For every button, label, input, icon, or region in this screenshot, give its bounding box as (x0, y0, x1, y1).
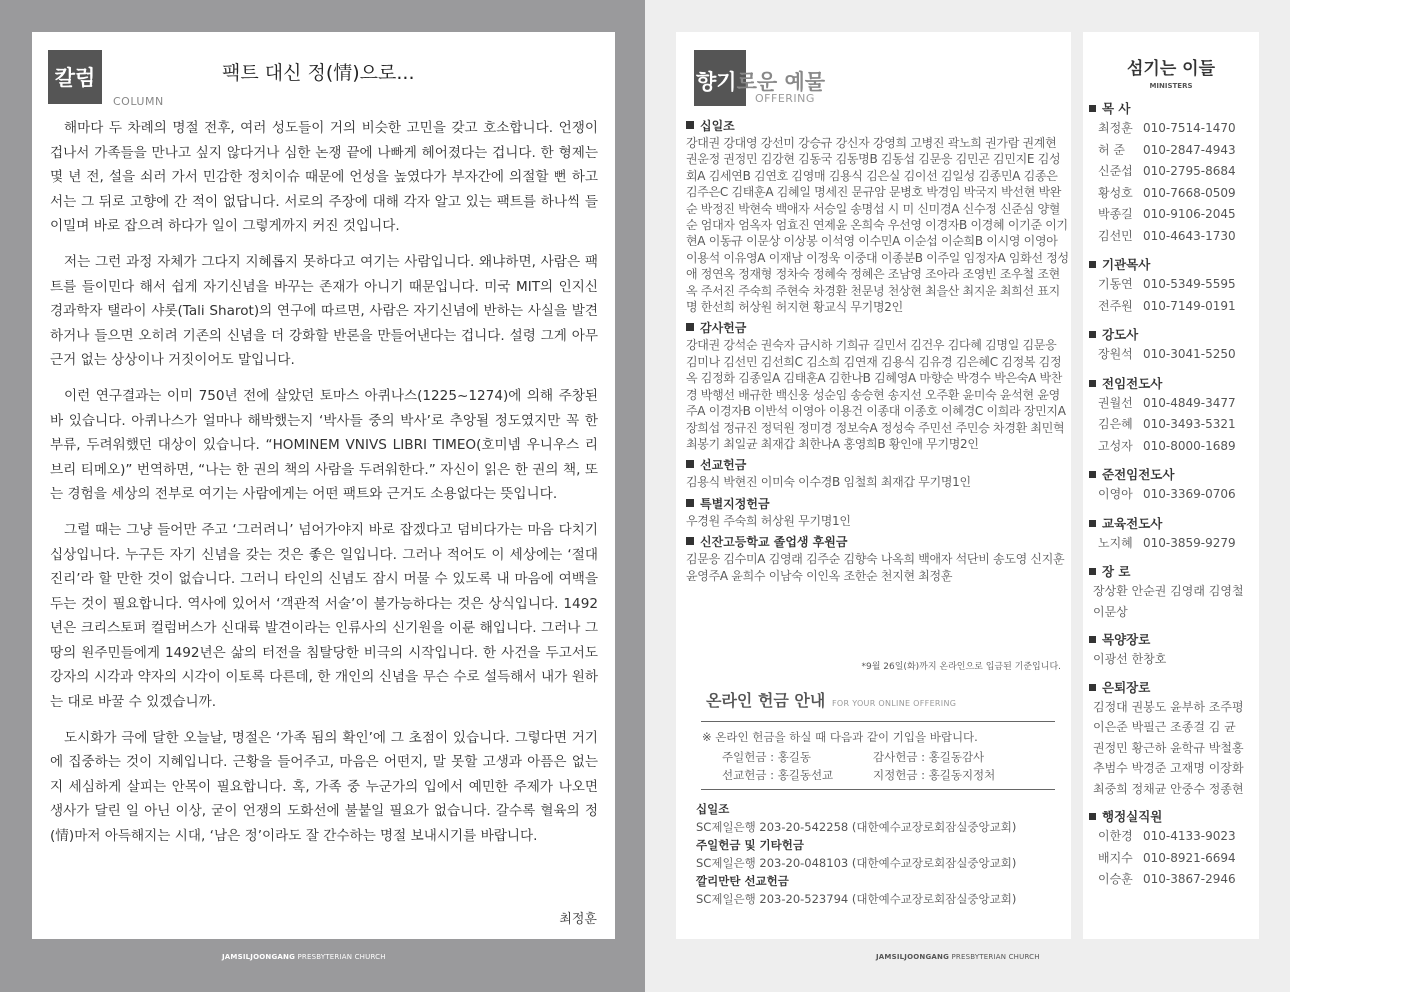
minister-name: 기동연 (1098, 277, 1133, 291)
offering-section (686, 534, 1071, 584)
column-paragraph: 도시화가 극에 달한 오늘날, 명절은 ‘가족 됨의 확인’에 그 초점이 있습니다. 그렇다면 거기에 집중하는 것이 지혜입니다. 근황을 들어주고, 마음은 어떤지, 말 못할 고생과 아픔은 없는지 세심하게 살피는 안목이 필요합니다. 혹, 가족 중 누군가의 입에서 예민한 주제가 나오면 생사가 달린 일 아닌 이상, 굳이 언쟁의 도화선에 불붙일 필요가 없습니다. 갈수록 혈육의 정(情)마저 아득해지는 시대, ‘남은 정’이라도 잘 간수하는 명절 보내시기를 바랍니다. (50, 729, 598, 845)
minister-phone: 010-3369-0706 (1143, 487, 1236, 501)
minister-phone: 010-4643-1730 (1143, 228, 1236, 243)
group-heading: 준전임전도사 (1102, 467, 1175, 482)
square-bullet-icon (1089, 380, 1096, 387)
minister-phone: 010-7668-0509 (1143, 185, 1236, 200)
account-heading: 주일헌금 및 기타헌금 (696, 838, 804, 852)
column-body (50, 116, 598, 860)
minister-row (1089, 140, 1259, 162)
guide-item: 선교헌금 : 홍길동선교 (722, 768, 834, 782)
divider (701, 789, 1055, 790)
column-paragraph: 이런 연구결과는 이미 750년 전에 살았던 토마스 아퀴나스(1225~1274)에 의해 주창된 바 있습니다. 아퀴나스가 얼마나 해박했는지 ‘박사들 중의 박사’로 추앙될 정도였지만 꼭 한 부류, 두려워했던 대상이 있습니다. “HOMINEM VNIVS LIBRI TIMEO(호미넴 우니우스 리브리 티메오)” 번역하면, “나는 한 권의 책의 사람을 두려워한다.” 자신이 읽은 한 권의 책, 또는 경험을 세상의 전부로 여기는 사람에게는 어떤 팩트와 근거도 소용없다는 뜻입니다. (50, 387, 598, 503)
account-line: SC제일은행 203-20-542258 (대한예수교장로회잠실중앙교회) (696, 820, 1017, 834)
offering-section (686, 118, 1071, 315)
square-bullet-icon (1089, 331, 1096, 338)
minister-group (1089, 100, 1259, 247)
online-offering-sub: FOR YOUR ONLINE OFFERING (832, 699, 957, 708)
offering-section (686, 457, 1071, 490)
minister-row (1089, 869, 1259, 891)
minister-phone: 010-8921-6694 (1143, 850, 1236, 865)
minister-phone: 010-3493-5321 (1143, 417, 1236, 431)
section-heading: 신잔고등학교 졸업생 후원금 (700, 535, 848, 550)
square-bullet-icon (686, 460, 694, 468)
minister-phone: 010-8000-1689 (1143, 438, 1236, 453)
square-bullet-icon (686, 323, 694, 331)
elder-names: 이문상 (1093, 604, 1128, 619)
account-heading: 깔리만탄 선교헌금 (696, 874, 789, 888)
column-paragraph: 해마다 두 차례의 명절 전후, 여러 성도들이 거의 비슷한 고민을 갖고 호소합니다. 언쟁이 겁나서 가족들을 만나고 싶지 않다거나 심한 논쟁 끝에 나빠게 헤어졌다는 겁니다. 한 형제는 몇 년 전, 설을 쇠러 가서 민감한 정치이슈 때문에 언성을 높였다가 부자간에 의절할 뻔 하고서는 그 뒤로 고향에 간 적이 없답니다. 서로의 주장에 대해 각자 알고 있는 팩트를 하나씩 들이밀며 바로 잡으려 하다가 일이 그렇게까지 커진 것입니다. (50, 120, 598, 235)
column-title: 팩트 대신 정(情)으로... (222, 62, 415, 84)
account-line: SC제일은행 203-20-048103 (대한예수교장로회잠실중앙교회) (696, 856, 1017, 870)
group-heading: 은퇴장로 (1102, 679, 1151, 695)
square-bullet-icon (686, 537, 694, 545)
group-heading: 강도사 (1102, 327, 1139, 342)
minister-phone: 010-7514-1470 (1143, 121, 1236, 135)
group-heading: 목양장로 (1102, 632, 1151, 647)
section-names: 강대권 강석순 권숙자 금시하 기희규 길민서 김건우 김다혜 김명일 김문응 김미나 김선민 김선희C 김소희 김연재 김용식 김유경 김은혜C 김정복 김정옥 김정화 김종일A 김태훈A 김한나B 김혜영A 마향순 박경수 박은숙A 박찬경 박행선 배규한 백신웅 성순임 송승현 송지선 오주환 윤미숙 윤석현 윤영주A 이경자B 이반석 이영아 이용건 이종대 이종호 이혜경C 이희라 장민지A 장희섭 정규진 정덕원 정미경 정보숙A 정성숙 주민선 주민승 차경환 최민혁 최봉기 최일균 최재갑 최한나A 홍영희B 황인애 무기명2인 (686, 338, 1066, 451)
section-heading: 특별지정헌금 (700, 496, 770, 511)
minister-phone: 010-4849-3477 (1143, 395, 1236, 410)
minister-name: 신준섭 (1098, 164, 1133, 178)
column-badge: 칼럼 (48, 50, 102, 104)
minister-name: 고성자 (1098, 438, 1133, 453)
minister-name: 장원석 (1098, 347, 1133, 361)
divider (701, 721, 1055, 722)
section-heading: 선교헌금 (700, 458, 747, 473)
minister-row (1089, 344, 1259, 366)
square-bullet-icon (1089, 471, 1096, 478)
bank-accounts (696, 800, 1016, 908)
elder-names: 장상환 안순권 김영래 김영철 (1093, 584, 1244, 598)
minister-group (1089, 679, 1259, 800)
minister-name: 김선민 (1098, 228, 1133, 243)
elder-names: 이은준 박필근 조종걸 김 균 (1093, 720, 1236, 734)
column-panel (32, 32, 615, 939)
square-bullet-icon (1089, 568, 1096, 575)
ministers-title: 섬기는 이들 (1126, 59, 1216, 79)
elder-names: 김정대 권봉도 윤부하 조주평 (1093, 699, 1244, 714)
footer-right: JAMSILJOONGANG PRESBYTERIAN CHURCH (876, 953, 1040, 961)
section-names: 우경원 주숙희 허상원 무기명1인 (686, 513, 851, 528)
minister-phone: 010-3041-5250 (1143, 347, 1236, 361)
minister-row (1089, 848, 1259, 870)
group-heading: 교육전도사 (1102, 515, 1163, 531)
footer-left: JAMSILJOONGANG PRESBYTERIAN CHURCH (222, 953, 386, 961)
section-heading: 감사헌금 (700, 321, 747, 336)
square-bullet-icon (1089, 636, 1096, 643)
minister-row (1089, 414, 1259, 436)
minister-name: 전주원 (1098, 298, 1133, 313)
group-heading: 전임전도사 (1102, 375, 1163, 391)
elder-names: 추범수 박경준 고재명 이장화 (1093, 761, 1244, 775)
minister-row (1089, 204, 1259, 226)
online-offering-title: 온라인 헌금 안내 (706, 691, 826, 710)
column-badge-sub: COLUMN (113, 95, 164, 108)
minister-name: 이영아 (1098, 487, 1133, 501)
square-bullet-icon (1089, 684, 1096, 691)
minister-name: 김은혜 (1098, 417, 1133, 431)
minister-phone: 010-2795-8684 (1143, 164, 1236, 178)
square-bullet-icon (686, 499, 694, 507)
minister-phone: 010-7149-0191 (1143, 298, 1236, 313)
column-paragraph: 그럴 때는 그냥 들어만 주고 ‘그러려니’ 넘어가야지 바로 잡겠다고 덤비다가는 마음 다치기 십상입니다. 누구든 자기 신념을 갖는 것은 좋은 일입니다. 그러나 적어도 이 세상에는 ‘절대진리’라 할 만한 것이 없습니다. 그러니 타인의 신념도 잠시 머물 수 있도록 내 마음에 여백을 두는 것이 필요합니다. 역사에 있어서 ‘객관적 서술’이 불가능하다는 것은 상식입니다. 1492년은 크리스토퍼 컬럼버스가 신대륙 발견이라는 인류사의 신기원을 이룬 해입니다. 그러나 그 땅의 원주민들에게 1492년은 삶의 터전을 침탈당한 비극의 시작입니다. 한 사건을 두고서도 강자의 시각과 약자의 시각이 이토록 다른데, 한 개인의 신념을 무슨 수로 설득해서 내가 원하는 대로 바꿀 수 있겠습니까. (50, 521, 598, 711)
square-bullet-icon (1089, 261, 1096, 268)
section-names: 김문응 김수미A 김영래 김주순 김향숙 나옥희 백애자 석단비 송도영 신지훈 윤영주A 윤희수 이남숙 이인옥 조한순 천지현 최정훈 (686, 552, 1065, 583)
minister-group (1089, 256, 1259, 317)
minister-phone: 010-5349-5595 (1143, 277, 1236, 291)
square-bullet-icon (686, 121, 694, 129)
column-paragraph: 저는 그런 과정 자체가 그다지 지혜롭지 못하다고 여기는 사람입니다. 왜냐하면, 사람은 팩트를 들이민다 해서 쉽게 자기신념을 바꾸는 존재가 아니기 때문입니다. 미국 MIT의 인지신경과학자 탤라이 샤롯(Tali Sharot)의 연구에 따르면, 사람은 자기신념에 반하는 사실을 발견하거나 들으면 오히려 기존의 신념을 더 강화할 반론을 만들어낸다는 겁니다. 설령 그게 아무 근거 없는 상상이나 거짓이어도 말입니다. (50, 253, 598, 369)
minister-row (1089, 826, 1259, 848)
minister-group (1089, 326, 1259, 366)
minister-phone: 010-2847-4943 (1143, 142, 1236, 157)
offering-section (686, 320, 1071, 452)
online-naming-guide (722, 748, 995, 784)
guide-item: 지정헌금 : 홍길동지정처 (873, 768, 996, 782)
online-notice: ※ 온라인 헌금을 하실 때 다음과 같이 기입을 바랍니다. (702, 730, 978, 744)
minister-name: 박종길 (1098, 207, 1133, 221)
guide-item: 주일헌금 : 홍길동 (722, 750, 811, 764)
ministers-sub: MINISTERS (1149, 82, 1193, 90)
minister-group (1089, 631, 1259, 670)
minister-name: 이승훈 (1098, 872, 1133, 886)
minister-phone: 010-4133-9023 (1143, 829, 1236, 843)
minister-name: 노지혜 (1098, 535, 1133, 550)
minister-group (1089, 515, 1259, 555)
minister-row (1089, 436, 1259, 458)
minister-name: 이한경 (1098, 829, 1133, 843)
minister-group (1089, 563, 1259, 622)
group-heading: 목 사 (1102, 101, 1131, 116)
minister-phone: 010-3867-2946 (1143, 872, 1236, 886)
minister-group (1089, 375, 1259, 458)
ministers-panel (1083, 32, 1259, 939)
offering-list (686, 118, 1071, 589)
minister-name: 최정훈 (1098, 121, 1133, 135)
minister-row (1089, 226, 1259, 248)
minister-row (1089, 393, 1259, 415)
guide-item: 감사헌금 : 홍길동감사 (873, 750, 985, 764)
minister-row (1089, 484, 1259, 506)
section-heading: 십일조 (700, 119, 735, 133)
offering-title: 향기로운 예물 (696, 70, 826, 94)
offering-note: *9월 26일(화)까지 온라인으로 입금된 기준입니다. (861, 662, 1061, 672)
minister-row (1089, 183, 1259, 205)
minister-row (1089, 274, 1259, 296)
group-heading: 장 로 (1102, 564, 1131, 579)
elder-names: 최중희 정채균 안중수 정종현 (1093, 781, 1244, 796)
offering-sub: OFFERING (755, 92, 815, 105)
minister-phone: 010-3859-9279 (1143, 535, 1236, 550)
section-names: 김용식 박현진 이미숙 이수경B 임철희 최재갑 무기명1인 (686, 475, 971, 490)
group-heading: 행정실직원 (1102, 809, 1163, 824)
square-bullet-icon (1089, 520, 1096, 527)
group-heading: 기관목사 (1102, 257, 1151, 272)
minister-name: 허 준 (1098, 142, 1125, 157)
minister-row (1089, 533, 1259, 555)
minister-name: 배지수 (1098, 850, 1133, 865)
minister-group (1089, 808, 1259, 891)
minister-name: 황성호 (1098, 185, 1133, 200)
square-bullet-icon (1089, 105, 1096, 112)
minister-phone: 010-9106-2045 (1143, 207, 1236, 221)
section-names: 강대권 강대영 강선미 강승규 강신자 강영희 고병진 곽노희 권가람 권계현 권운정 권정민 김강현 김동국 김동명B 김동섭 김문응 김민곤 김민지E 김성회A 김세연B 김연호 김영매 김용식 김은실 김이선 김일성 김종민A 김종은 김주은C 김태훈A 김혜일 명세진 문규암 문병호 박경임 박국지 박선현 박완순 박정진 박현숙 백애자 서승일 송명섭 시 미 신미경A 신수정 신준심 양혈순 엄대자 엄옥자 엄효진 연제윤 온희숙 우선영 이경자B 이경혜 이기준 이기현A 이동규 이문상 이상봉 이석영 이수민A 이순섭 이순희B 이시영 이영아 이용석 이유영A 이재남 이정욱 이중대 이종분B 이주일 임정자A 임화선 정성애 정연옥 정재형 정차숙 정혜숙 정혜은 조남영 조아라 조영빈 조우철 조현옥 주서진 주숙희 주현숙 차경환 천문녕 천상현 최을산 최지운 최희선 표지명 한선희 허상원 허지현 황교식 무기명2인 (686, 136, 1069, 315)
minister-row (1089, 296, 1259, 318)
minister-row (1089, 118, 1259, 140)
account-line: SC제일은행 203-20-523794 (대한예수교장로회잠실중앙교회) (696, 892, 1017, 906)
minister-row (1089, 161, 1259, 183)
account-heading: 십일조 (696, 802, 730, 816)
column-author: 최정훈 (559, 912, 597, 927)
elder-names: 이광선 한창호 (1093, 652, 1167, 666)
square-bullet-icon (1089, 813, 1096, 820)
minister-name: 권월선 (1098, 395, 1133, 410)
elder-names: 권정민 황근하 윤학규 박철홍 (1093, 740, 1244, 755)
offering-panel (676, 32, 1071, 939)
ministers-list (1089, 100, 1259, 900)
minister-group (1089, 466, 1259, 506)
offering-section (686, 496, 1071, 529)
